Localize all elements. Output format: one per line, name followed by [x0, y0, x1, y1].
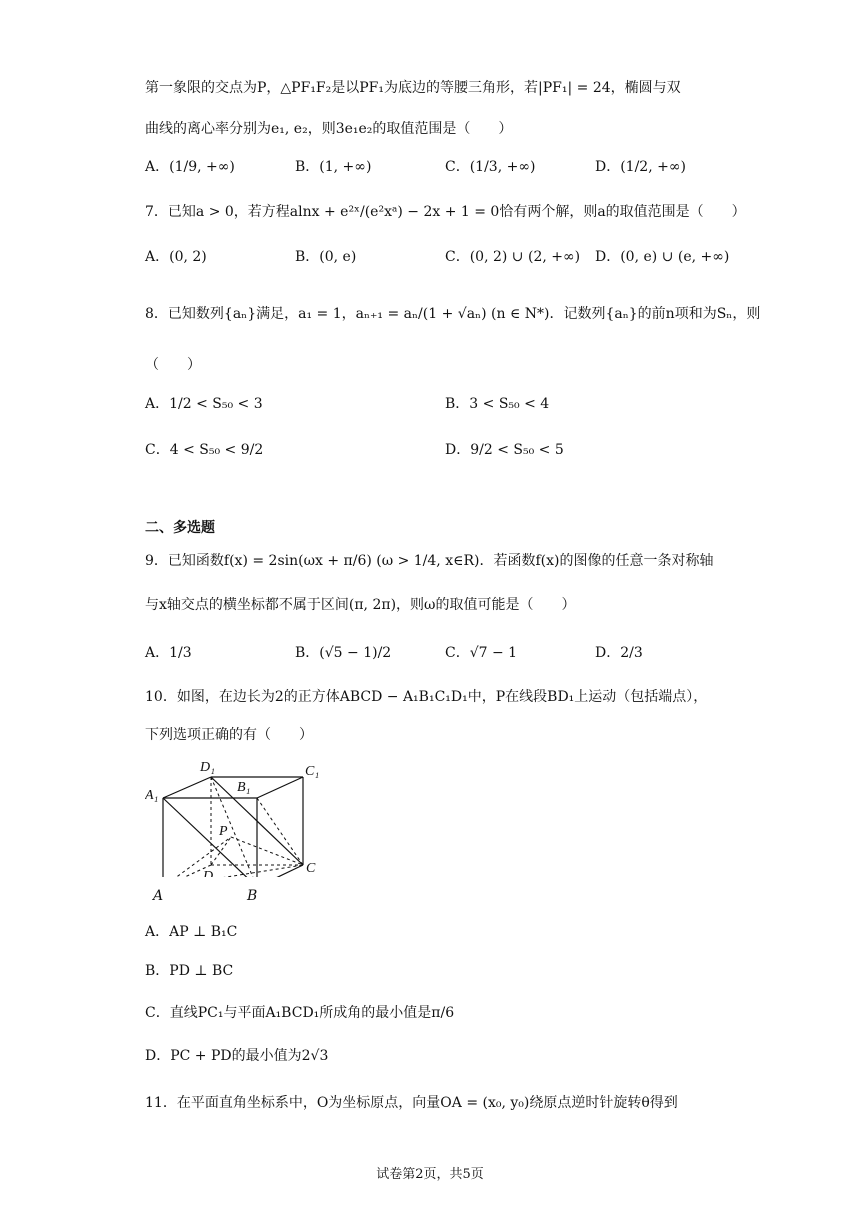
q6-option-b: B．(1, +∞) — [295, 159, 372, 175]
label-p: P — [219, 824, 228, 839]
label-b: B — [247, 888, 258, 904]
q7-option-d: D．(0, e) ∪ (e, +∞) — [595, 249, 730, 265]
q11-line1: 11．在平面直角坐标系中，O为坐标原点，向量OA = (x₀, y₀)绕原点逆时针旋转θ得到 — [145, 1095, 678, 1111]
q6-option-a: A．(1/9, +∞) — [145, 159, 235, 175]
q10-line1: 10．如图，在边长为2的正方体ABCD − A₁B₁C₁D₁中，P在线段BD₁上运动（包括端点）， — [145, 689, 708, 705]
q9-option-d: D．2/3 — [595, 645, 643, 661]
q10-option-d: D．PC + PD的最小值为2√3 — [145, 1048, 329, 1064]
q9-option-b: B．(√5 − 1)/2 — [295, 645, 392, 661]
q8-stem: 8．已知数列{aₙ}满足，a₁ = 1，aₙ₊₁ = aₙ/(1 + √aₙ) (n ∈ N*)．记数列{aₙ}的前n项和为Sₙ，则 — [145, 306, 761, 322]
q9-option-a: A．1/3 — [145, 645, 192, 661]
q9-line1: 9．已知函数f(x) = 2sin(ωx + π/6) (ω > 1/4, x∈R)．若函数f(x)的图像的任意一条对称轴 — [145, 553, 714, 569]
q6-line1: 第一象限的交点为P，△PF₁F₂是以PF₁为底边的等腰三角形，若|PF₁| = 24，椭圆与双 — [145, 80, 681, 96]
q7-stem: 7．已知a > 0，若方程alnx + e²ˣ/(e²xᵃ) − 2x + 1 = 0恰有两个解，则a的取值范围是（ ） — [145, 204, 746, 220]
q10-line2: 下列选项正确的有（ ） — [145, 727, 313, 743]
label-b1: B₁ — [237, 780, 251, 795]
label-a1: A₁ — [145, 788, 159, 803]
q6-option-c: C．(1/3, +∞) — [445, 159, 536, 175]
q7-option-b: B．(0, e) — [295, 249, 357, 265]
q8-option-c: C．4 < S₅₀ < 9/2 — [145, 442, 264, 458]
q8-option-d: D．9/2 < S₅₀ < 5 — [445, 442, 564, 458]
q10-option-c: C．直线PC₁与平面A₁BCD₁所成角的最小值是π/6 — [145, 1005, 455, 1021]
q7-option-a: A．(0, 2) — [145, 249, 207, 265]
label-d: D — [203, 869, 214, 877]
label-a: A — [153, 888, 164, 904]
q8-option-a: A．1/2 < S₅₀ < 3 — [145, 396, 263, 412]
q6-line2: 曲线的离心率分别为e₁, e₂，则3e₁e₂的取值范围是（ ） — [145, 121, 513, 137]
label-c1: C₁ — [305, 764, 320, 779]
q8-option-b: B．3 < S₅₀ < 4 — [445, 396, 550, 412]
page-footer: 试卷第2页，共5页 — [376, 1167, 484, 1182]
q9-line2: 与x轴交点的横坐标都不属于区间(π, 2π)，则ω的取值可能是（ ） — [145, 597, 576, 613]
q9-option-c: C．√7 − 1 — [445, 645, 518, 661]
q7-option-c: C．(0, 2) ∪ (2, +∞) — [445, 249, 581, 265]
q10-option-a: A．AP ⊥ B₁C — [145, 924, 238, 940]
q10-option-b: B．PD ⊥ BC — [145, 963, 234, 979]
q6-option-d: D．(1/2, +∞) — [595, 159, 686, 175]
label-d1: D₁ — [200, 760, 215, 775]
cube-diagram — [145, 757, 325, 877]
section-title-multiple-choice: 二、多选题 — [145, 520, 215, 536]
label-c: C — [306, 861, 316, 876]
cube-figure — [145, 757, 325, 881]
q8-paren: （ ） — [145, 357, 201, 373]
